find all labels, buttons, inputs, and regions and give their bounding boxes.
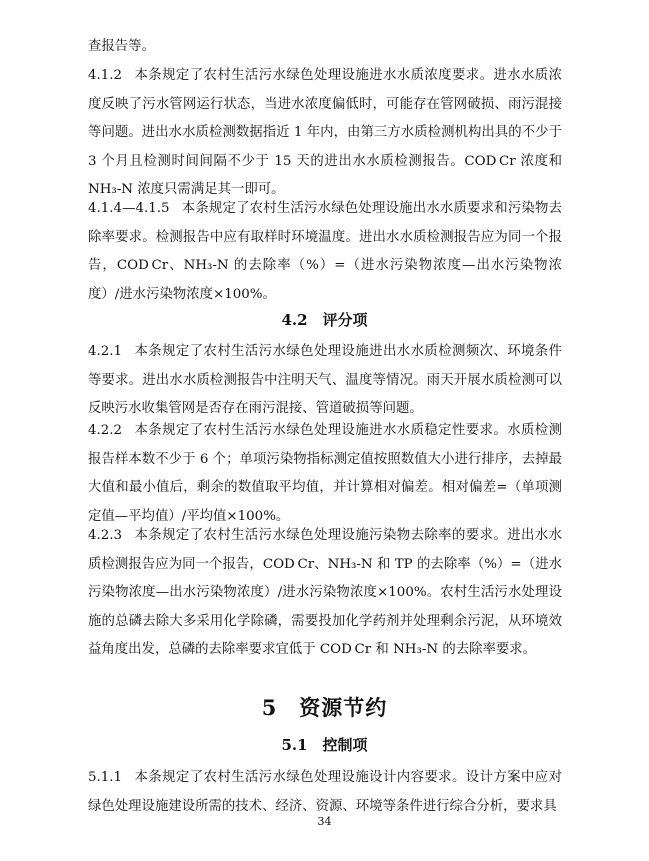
clause-number: 4.1.4—4.1.5: [88, 201, 170, 216]
paragraph-text: 本条规定了农村生活污水绿色处理设施进水水质稳定性要求。水质检测报告样本数不少于 6 个；单项污染物指标测定值按照数值大小进行排序，去掉最大值和最小值后，剩余的数值取平均值，并计算相对偏差。相对偏差=（单项测定值—平均值）/平均值×100%。: [88, 423, 562, 524]
paragraph-text: 本条规定了农村生活污水绿色处理设施污染物去除率的要求。进出水水质检测报告应为同一个报告，COD Cr、NH₃-N 和 TP 的去除率（%）=（进水污染物浓度—出水污染物浓度）/进水污染物浓度×100%。农村生活污水处理设施的总磷去除大多采用化学除磷，需要投加化学药剂并处理剩余污泥，从环境效益角度出发，总磷的去除率要求宜低于 COD Cr 和 NH₃-N 的去除率要求。: [88, 528, 562, 658]
section-heading-5-1: 5.1 控制项: [281, 736, 368, 754]
section-heading-4-2: 4.2 评分项: [281, 311, 368, 329]
paragraph-text: 本条规定了农村生活污水绿色处理设施进水水质浓度要求。进水水质浓度反映了污水管网运行状态，当进水浓度偏低时，可能存在管网破损、雨污混接等问题。进出水水质检测数据指近 1 年内，由第三方水质检测机构出具的不少于 3 个月且检测时间间隔不少于 15 天的进出水水质检测报告。COD Cr 浓度和 NH₃-N 浓度只需满足其一即可。: [88, 68, 562, 198]
clause-number: 5.1.1: [88, 770, 123, 785]
paragraph-continuation: 查报告等。: [88, 39, 155, 54]
paragraph-text: 本条规定了农村生活污水绿色处理设施出水水质要求和污染物去除率要求。检测报告中应有取样时环境温度。进出水水质检测报告应为同一个报告，COD Cr、NH₃-N 的去除率（%）=（进水污染物浓度—出水污染物浓度）/进水污染物浓度×100%。: [88, 201, 562, 302]
paragraph-4-2-2: [88, 417, 562, 531]
paragraph-4-2-1: [88, 338, 562, 424]
clause-number: 4.1.2: [88, 68, 123, 83]
page-number: 34: [317, 815, 332, 828]
paragraph-4-1-4-4-1-5: [88, 195, 562, 309]
clause-number: 4.2.2: [88, 423, 123, 438]
paragraph-4-2-3: [88, 522, 562, 665]
paragraph-text: 本条规定了农村生活污水绿色处理设施设计内容要求。设计方案中应对绿色处理设施建设所需的技术、经济、资源、环境等条件进行综合分析，要求具: [88, 770, 562, 814]
paragraph-text: 本条规定了农村生活污水绿色处理设施进出水水质检测频次、环境条件等要求。进出水水质检测报告中注明天气、温度等情况。雨天开展水质检测可以反映污水收集管网是否存在雨污混接、管道破损等问题。: [88, 344, 562, 417]
chapter-heading-5: 5 资源节约: [261, 695, 388, 720]
clause-number: 4.2.1: [88, 344, 123, 359]
paragraph-5-1-1: [88, 764, 562, 821]
clause-number: 4.2.3: [88, 528, 123, 543]
paragraph-4-1-2: [88, 62, 562, 205]
